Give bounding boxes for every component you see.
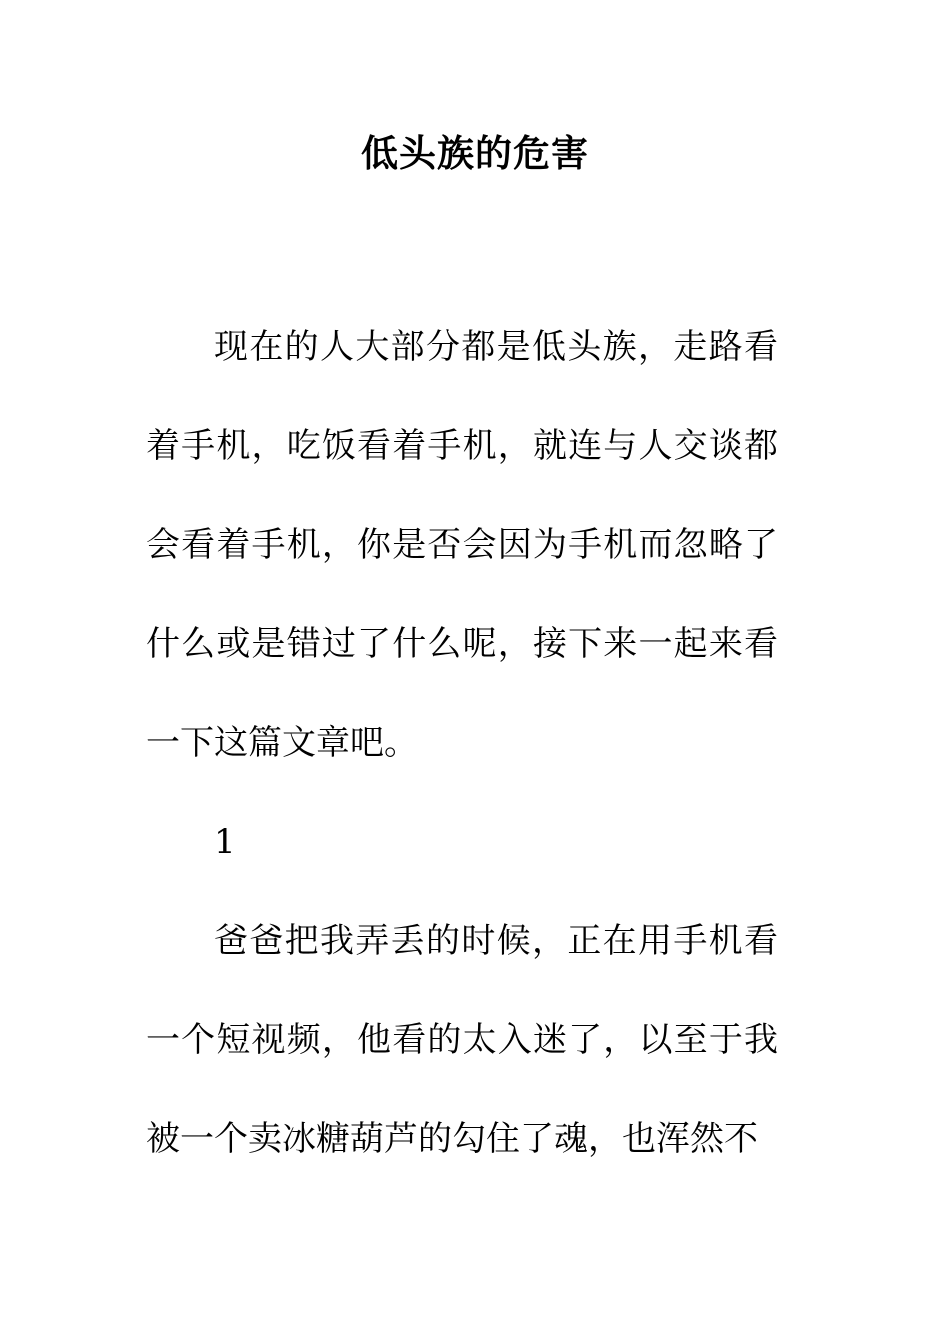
paragraph-story: 爸爸把我弄丢的时候，正在用手机看一个短视频，他看的太入迷了，以至于我被一个卖冰糖葫芦的勾住了魂，也浑然不 (146, 921, 778, 1159)
section-number: 1 (214, 822, 236, 862)
paragraph-intro: 现在的人大部分都是低头族，走路看着手机，吃饭看着手机，就连与人交谈都会看着手机，你是否会因为手机而忽略了什么或是错过了什么呢，接下来一起来看一下这篇文章吧。 (146, 327, 778, 763)
document-body (146, 298, 778, 1189)
document-title: 低头族的危害 (361, 131, 589, 175)
